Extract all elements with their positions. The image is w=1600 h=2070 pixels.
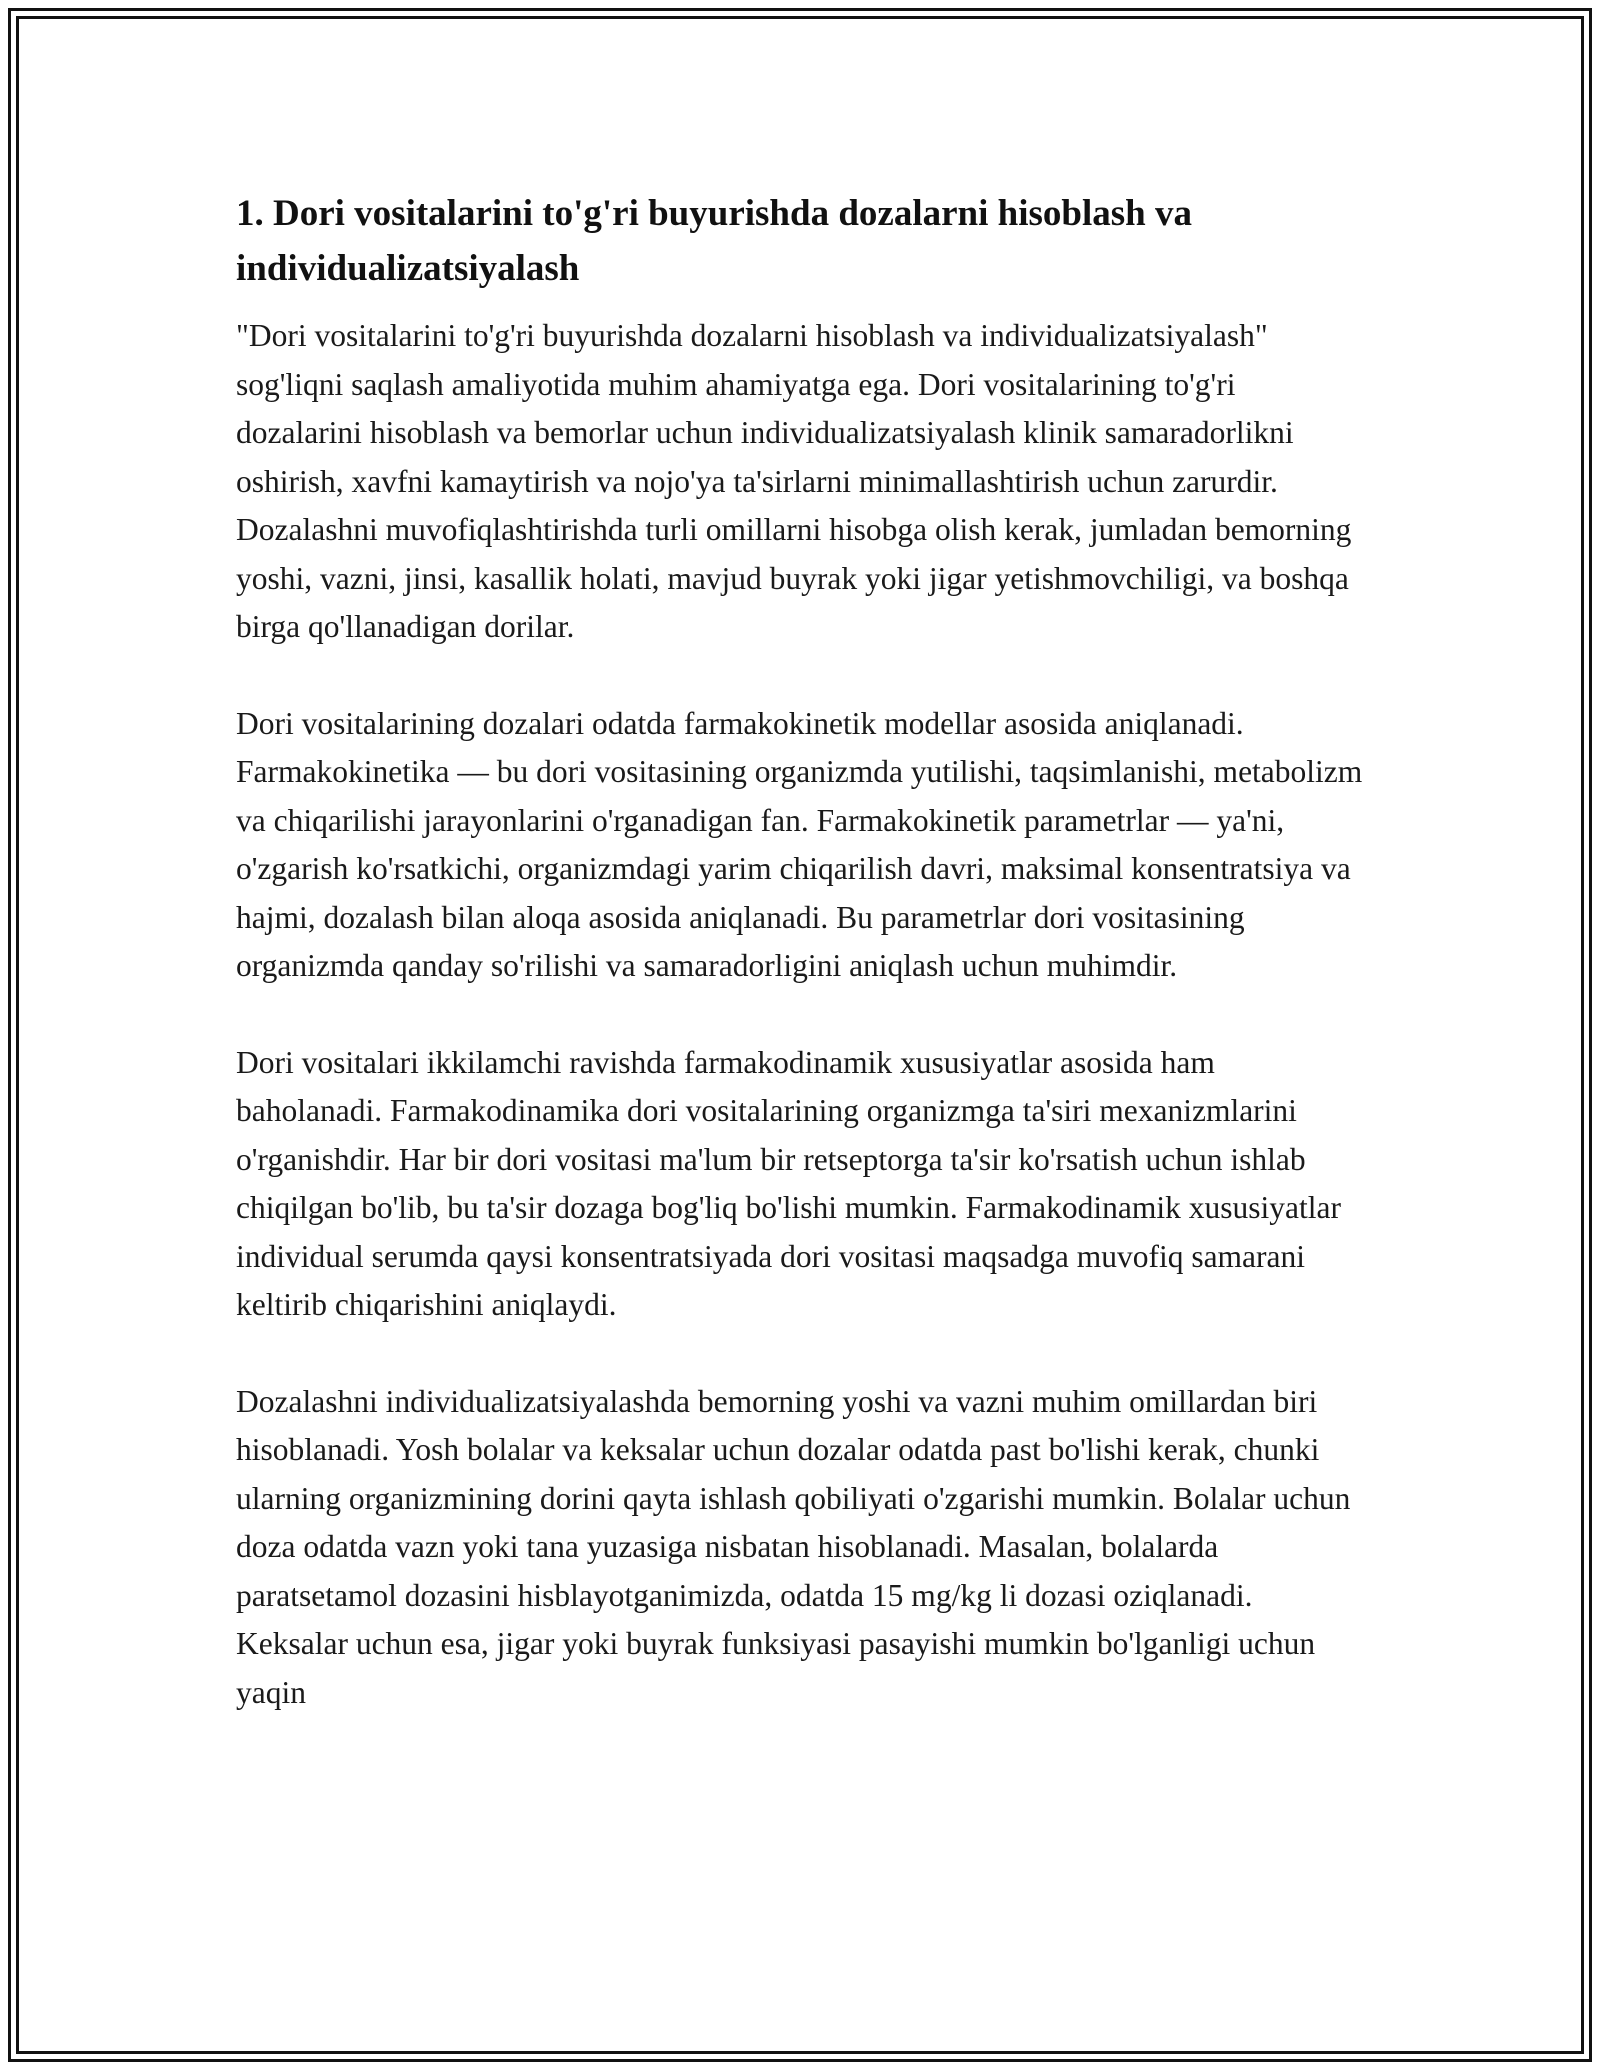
paragraph-2: Dori vositalarining dozalari odatda farmakokinetik modellar asosida aniqlanadi. Farmakokinetika — bu dori vositasining organizmda yutilishi, taqsimlanishi, metabolizm va chiqarilishi jarayonlarini o'rganadigan fan. Farmakokinetik parametrlar — ya'ni, o'zgarish ko'rsatkichi, organizmdagi yarim chiqarilish davri, maksimal konsentratsiya va hajmi, dozalash bilan aloqa asosida aniqlanadi. Bu parametrlar dori vositasining organizmda qanday so'rilishi va samaradorligini aniqlash uchun muhimdir. (236, 705, 1363, 983)
paragraph-3: Dori vositalari ikkilamchi ravishda farmakodinamik xususiyatlar asosida ham baholanadi. Farmakodinamika dori vositalarining organizmga ta'siri mexanizmlarini o'rganishdir. Har bir dori vositasi ma'lum bir retseptorga ta'sir ko'rsatish uchun ishlab chiqilgan bo'lib, bu ta'sir dozaga bog'liq bo'lishi mumkin. Farmakodinamik xususiyatlar individual serumda qaysi konsentratsiyada dori vositasi maqsadga muvofiq samarani keltirib chiqarishini aniqlaydi. (236, 1044, 1341, 1322)
document-body (236, 186, 1366, 1717)
paragraph-4: Dozalashni individualizatsiyalashda bemorning yoshi va vazni muhim omillardan biri hisoblanadi. Yosh bolalar va keksalar uchun dozalar odatda past bo'lishi kerak, chunki ularning organizmining dorini qayta ishlash qobiliyati o'zgarishi mumkin. Bolalar uchun doza odatda vazn yoki tana yuzasiga nisbatan hisoblanadi. Masalan, bolalarda paratsetamol dozasini hisblayotganimizda, odatda 15 mg/kg li dozasi oziqlanadi. Keksalar uchun esa, jigar yoki buyrak funksiyasi pasayishi mumkin bo'lganligi uchun yaqin (236, 1383, 1351, 1710)
paragraph-list (236, 312, 1366, 1717)
paragraph-1: "Dori vositalarini to'g'ri buyurishda dozalarni hisoblash va individualizatsiyalash" sog'liqni saqlash amaliyotida muhim ahamiyatga ega. Dori vositalarining to'g'ri dozalarini hisoblash va bemorlar uchun individualizatsiyalash klinik samaradorlikni oshirish, xavfni kamaytirish va nojo'ya ta'sirlarni minimallashtirish uchun zarurdir. Dozalashni muvofiqlashtirishda turli omillarni hisobga olish kerak, jumladan bemorning yoshi, vazni, jinsi, kasallik holati, mavjud buyrak yoki jigar yetishmovchiligi, va boshqa birga qo'llanadigan dorilar. (236, 318, 1352, 644)
section-heading: 1. Dori vositalarini to'g'ri buyurishda dozalarni hisoblash va individualizatsiyalash (236, 193, 1192, 289)
